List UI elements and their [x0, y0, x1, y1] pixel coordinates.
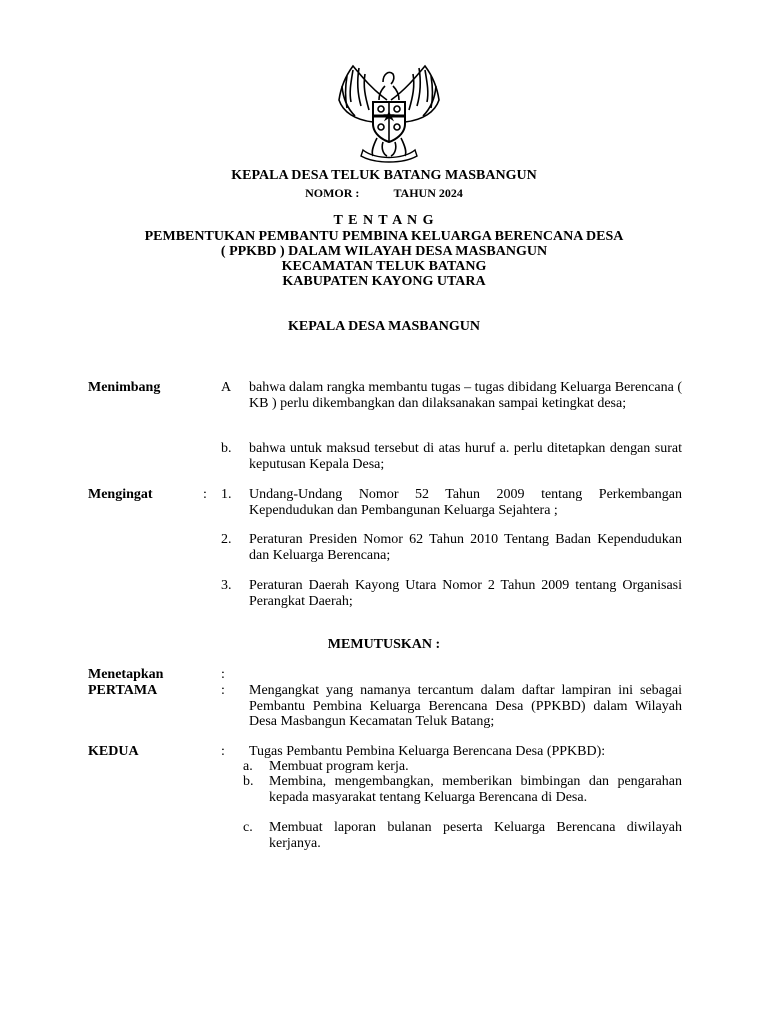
- mengingat-label: Mengingat: [88, 487, 153, 502]
- tentang-heading: T E N T A N G: [333, 213, 435, 228]
- kedua-marker-c: c.: [243, 820, 253, 835]
- mengingat-item-1: Undang-Undang Nomor 52 Tahun 2009 tentang Perkembangan Kependudukan dan Pembangunan Keluarga Sejahtera ;: [249, 487, 682, 518]
- subject-line-2: ( PPKBD ) DALAM WILAYAH DESA MASBANGUN: [220, 244, 548, 259]
- pertama-colon: :: [221, 683, 225, 698]
- mengingat-item-3: Peraturan Daerah Kayong Utara Nomor 2 Tahun 2009 tentang Organisasi Perangkat Daerah;: [249, 578, 682, 609]
- pertama-label: PERTAMA: [88, 683, 158, 698]
- pertama-text: Mengangkat yang namanya tercantum dalam daftar lampiran ini sebagai Pembantu Pembina Keluarga Berencana Desa (PPKBD) dalam Wilayah Desa Masbangun Kecamatan Teluk Batang;: [249, 683, 682, 729]
- menetapkan-colon: :: [221, 667, 225, 682]
- menimbang-marker-b: b.: [221, 441, 232, 456]
- kedua-marker-b: b.: [243, 774, 254, 789]
- garuda-emblem-icon: [333, 60, 445, 164]
- subject-line-1: PEMBENTUKAN PEMBANTU PEMBINA KELUARGA BERENCANA DESA: [144, 229, 624, 244]
- subject-line-4: KABUPATEN KAYONG UTARA: [282, 274, 486, 289]
- memutuskan-heading: MEMUTUSKAN :: [327, 637, 441, 652]
- kedua-label: KEDUA: [88, 744, 139, 759]
- kedua-item-b: Membina, mengembangkan, memberikan bimbingan dan pengarahan kepada masyarakat tentang Keluarga Berencana di Desa.: [269, 774, 682, 805]
- nomor-label: NOMOR :: [305, 186, 360, 200]
- official-title: KEPALA DESA MASBANGUN: [288, 319, 480, 334]
- menimbang-label: Menimbang: [88, 380, 161, 395]
- mengingat-marker-3: 3.: [221, 578, 232, 593]
- kedua-item-c: Membuat laporan bulanan peserta Keluarga Berencana diwilayah kerjanya.: [269, 820, 682, 851]
- mengingat-colon: :: [203, 487, 207, 502]
- menetapkan-label: Menetapkan: [88, 667, 164, 682]
- header-title: KEPALA DESA TELUK BATANG MASBANGUN: [231, 168, 537, 183]
- menimbang-item-a: bahwa dalam rangka membantu tugas – tugas dibidang Keluarga Berencana ( KB ) perlu dikembangkan dan dilaksanakan sampai ketingkat desa;: [249, 380, 682, 411]
- tahun-label: TAHUN 2024: [393, 186, 463, 200]
- kedua-colon: :: [221, 744, 225, 759]
- nomor-line: [0, 186, 768, 201]
- menimbang-marker-a: A: [221, 380, 232, 395]
- kedua-marker-a: a.: [243, 759, 253, 774]
- kedua-item-a: Membuat program kerja.: [269, 759, 409, 774]
- kedua-intro: Tugas Pembantu Pembina Keluarga Berencana Desa (PPKBD):: [249, 744, 606, 759]
- mengingat-marker-1: 1.: [221, 487, 232, 502]
- mengingat-marker-2: 2.: [221, 532, 232, 547]
- mengingat-item-2: Peraturan Presiden Nomor 62 Tahun 2010 Tentang Badan Kependudukan dan Keluarga Berencana;: [249, 532, 682, 563]
- menimbang-item-b: bahwa untuk maksud tersebut di atas huruf a. perlu ditetapkan dengan surat keputusan Kepala Desa;: [249, 441, 682, 472]
- subject-line-3: KECAMATAN TELUK BATANG: [281, 259, 487, 274]
